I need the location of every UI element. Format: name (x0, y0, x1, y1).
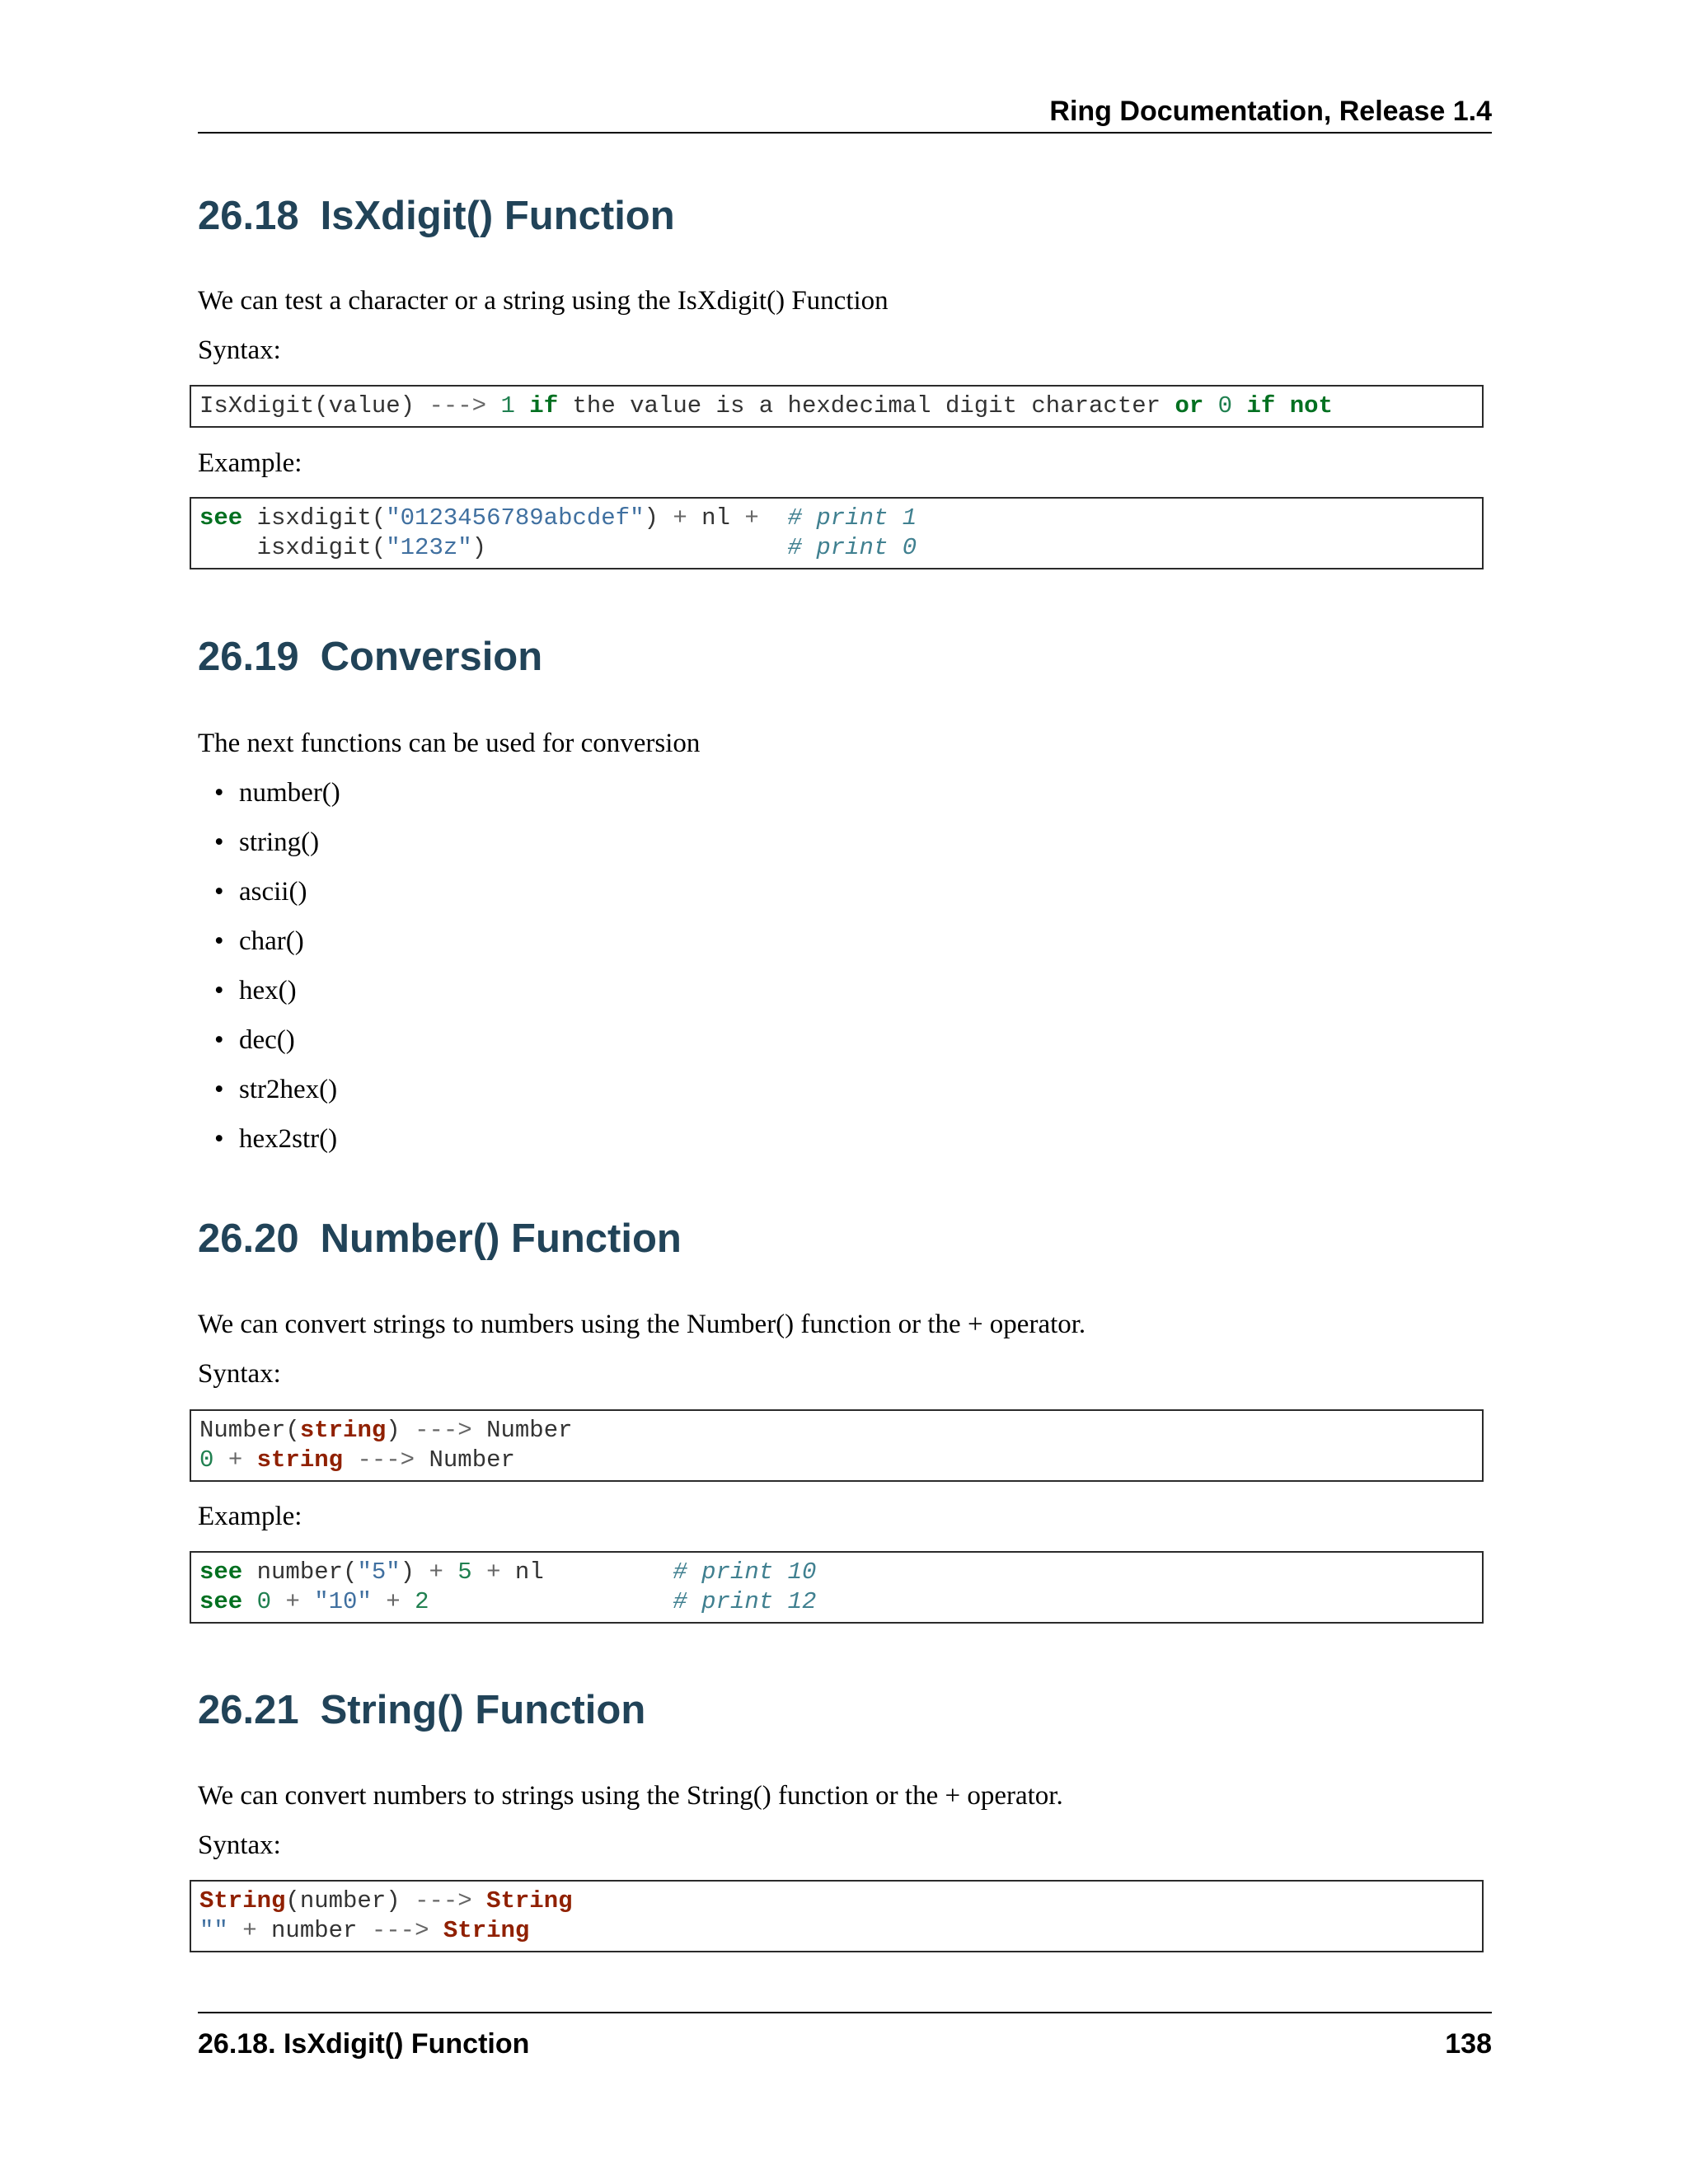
list-item: • hex() (239, 972, 297, 1009)
isxdigit-example-code (190, 497, 1484, 569)
running-footer (198, 2012, 1492, 2063)
isxdigit-intro: We can test a character or a string using the IsXdigit() Function (198, 286, 889, 316)
list-item: • hex2str() (239, 1121, 337, 1157)
list-item: • string() (239, 824, 319, 860)
number-example-code (190, 1551, 1484, 1624)
list-item: • ascii() (239, 874, 307, 910)
code-line: IsXdigit(value) ---> 1 if the value is a hexdecimal digit character or 0 if not (199, 392, 1333, 419)
isxdigit-syntax-code (190, 385, 1484, 428)
code-line: 0 + string ---> Number (199, 1446, 515, 1474)
section-title-number-function (198, 1214, 682, 1263)
number-example-label: Example: (198, 1502, 302, 1531)
section-title-conversion (198, 632, 542, 682)
section-heading: Number() Function (320, 1216, 682, 1261)
number-syntax-code (190, 1409, 1484, 1482)
list-item: • char() (239, 923, 304, 959)
isxdigit-example-label: Example: (198, 448, 302, 478)
section-number: 26.18 (198, 194, 299, 238)
number-intro: We can convert strings to numbers using the Number() function or the + operator. (198, 1310, 1086, 1339)
string-syntax-code (190, 1880, 1484, 1952)
section-heading: Conversion (320, 635, 543, 679)
list-item: • dec() (239, 1022, 295, 1058)
footer-section: 26.18. IsXdigit() Function (198, 2028, 530, 2060)
code-line: see isxdigit("0123456789abcdef") + nl + # print 1 (199, 504, 917, 532)
section-number: 26.20 (198, 1216, 299, 1261)
code-line: "" + number ---> String (199, 1917, 530, 1944)
string-syntax-label: Syntax: (198, 1830, 281, 1860)
code-line: see 0 + "10" + 2 # print 12 (199, 1588, 817, 1615)
section-number: 26.21 (198, 1688, 299, 1732)
string-intro: We can convert numbers to strings using the String() function or the + operator. (198, 1781, 1063, 1811)
list-item: • str2hex() (239, 1071, 337, 1108)
header-title: Ring Documentation, Release 1.4 (1049, 96, 1492, 127)
running-header (198, 92, 1492, 134)
number-syntax-label: Syntax: (198, 1359, 281, 1389)
conversion-intro: The next functions can be used for conversion (198, 729, 701, 758)
code-line: Number(string) ---> Number (199, 1417, 573, 1444)
code-line: see number("5") + 5 + nl # print 10 (199, 1558, 817, 1586)
code-line: isxdigit("123z") # print 0 (199, 534, 917, 561)
code-line: String(number) ---> String (199, 1887, 573, 1915)
section-title-string-function (198, 1685, 645, 1735)
list-item: • number() (239, 775, 340, 811)
section-heading: String() Function (320, 1688, 646, 1732)
isxdigit-syntax-label: Syntax: (198, 335, 281, 365)
section-heading: IsXdigit() Function (320, 194, 675, 238)
section-number: 26.19 (198, 635, 299, 679)
section-title-isxdigit (198, 191, 675, 241)
page-number: 138 (1445, 2028, 1492, 2060)
